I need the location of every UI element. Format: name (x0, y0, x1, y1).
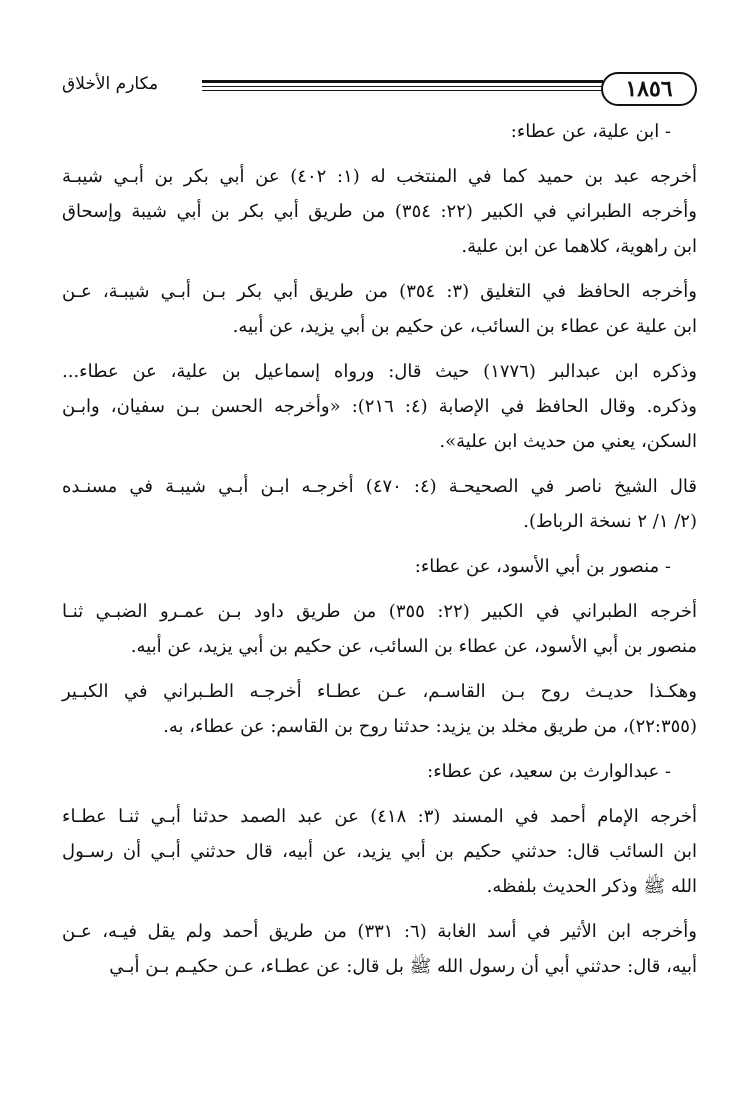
header-rule (202, 80, 603, 94)
text-line: أخرجه الإمام أحمد في المسند (٣: ٤١٨) عن عبد الصمد حدثنا أبـي ثنـا عطـاء (62, 806, 697, 827)
running-title: مكارم الأخلاق (62, 74, 159, 94)
text-line: ابن راهوية، كلاهما عن ابن علية. (461, 236, 697, 257)
text-line: ابن السائب قال: حدثني حكيم بن أبي يزيد، عن أبيه، قال حدثني أبـي أن رسـول (62, 841, 697, 862)
body-paragraph (62, 594, 697, 664)
section-subheading (62, 549, 697, 584)
body-paragraph (62, 159, 697, 264)
body-paragraph (62, 274, 697, 344)
body-paragraph (62, 799, 697, 904)
section-subheading (62, 754, 697, 789)
text-line: ابن علية عن عطاء بن السائب، عن حكيم بن أبي يزيد، عن أبيه. (232, 316, 697, 337)
text-line: أبيه، قال: حدثني أبي أن رسول الله ﷺ بل قال: عن عطـاء، عـن حكيـم بـن أبـي (109, 956, 697, 977)
text-line: (٢/ ١/ ٢ نسخة الرباط). (523, 511, 697, 532)
text-line: أخرجه عبد بن حميد كما في المنتخب له (١: ٤٠٢) عن أبي بكر بن أبـي شيبـة (62, 166, 697, 187)
text-line: - عبدالوارث بن سعيد، عن عطاء: (427, 761, 671, 782)
text-line: السكن، يعني من حديث ابن علية». (439, 431, 697, 452)
text-line: منصور بن أبي الأسود، عن عطاء بن السائب، عن حكيم بن أبي يزيد، عن أبيه. (130, 636, 697, 657)
body-paragraph (62, 674, 697, 744)
text-line: الله ﷺ وذكر الحديث بلفظه. (486, 876, 697, 897)
page-body (62, 114, 697, 994)
text-line: وأخرجه الطبراني في الكبير (٢٢: ٣٥٤) من طريق أبي بكر بن أبي شيبة وإسحاق (62, 201, 697, 222)
body-paragraph (62, 914, 697, 984)
text-line: قال الشيخ ناصر في الصحيحـة (٤: ٤٧٠) أخرجـه ابـن أبـي شيبـة في مسنـده (62, 476, 697, 497)
page-number: ١٨٥٦ (601, 72, 697, 106)
text-line: - ابن علية، عن عطاء: (510, 121, 671, 142)
body-paragraph (62, 469, 697, 539)
text-line: أخرجه الطبراني في الكبير (٢٢: ٣٥٥) من طريق داود بـن عمـرو الضبـي ثنـا (62, 601, 697, 622)
text-line: وذكره. وقال الحافظ في الإصابة (٤: ٢١٦): «وأخرجه الحسن بـن سفيان، وابـن (62, 396, 697, 417)
body-paragraph (62, 354, 697, 459)
page-header (62, 70, 697, 110)
text-line: وذكره ابن عبدالبر (١٧٧٦) حيث قال: ورواه إسماعيل بن علية، عن عطاء... (62, 361, 697, 382)
text-line: وهكـذا حديـث روح بـن القاسـم، عـن عطـاء أخرجـه الطـبراني في الكبـير (62, 681, 697, 702)
text-line: وأخرجه الحافظ في التغليق (٣: ٣٥٤) من طريق أبي بكر بـن أبـي شيبـة، عـن (62, 281, 697, 302)
text-line: - منصور بن أبي الأسود، عن عطاء: (414, 556, 671, 577)
text-line: (٢٢:٣٥٥)، من طريق مخلد بن يزيد: حدثنا روح بن القاسم: عن عطاء، به. (163, 716, 697, 737)
text-line: وأخرجه ابن الأثير في أسد الغابة (٦: ٣٣١) من طريق أحمد ولم يقل فيـه، عـن (62, 921, 697, 942)
section-subheading (62, 114, 697, 149)
